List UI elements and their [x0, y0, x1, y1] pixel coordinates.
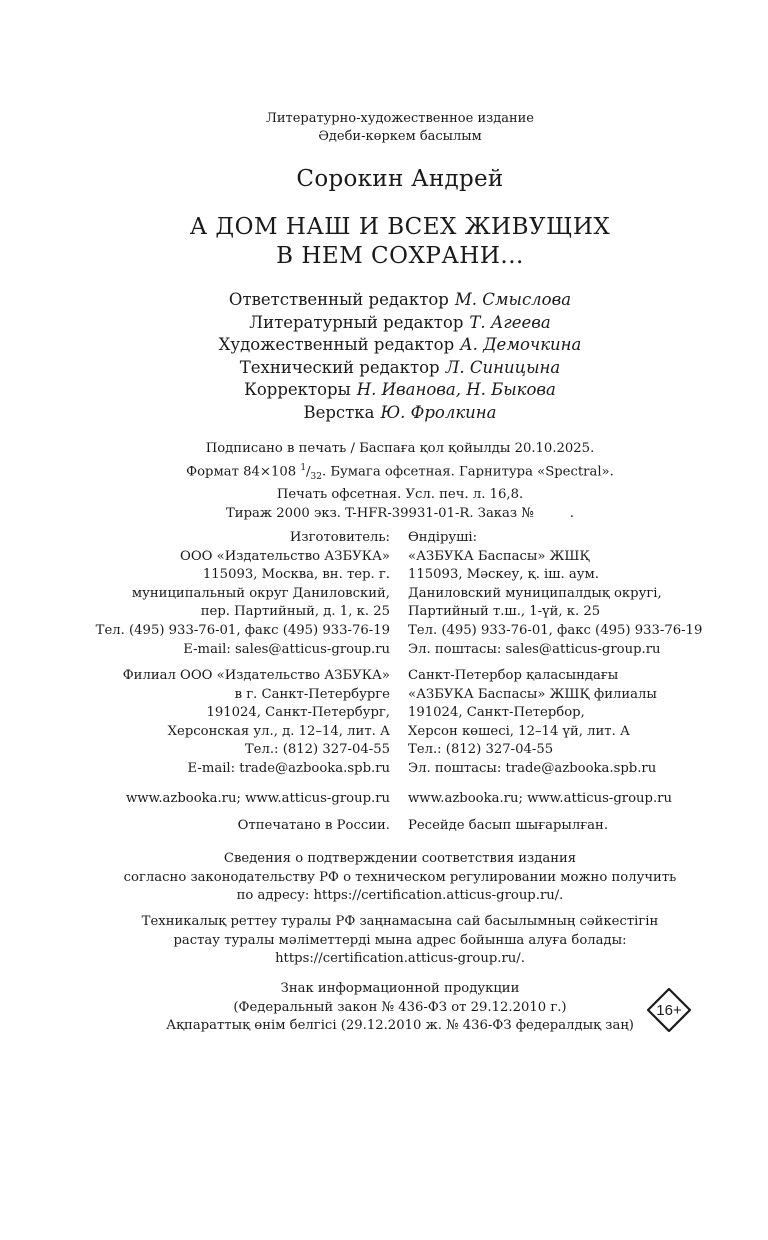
certification-ru-line: по адресу: https://certification.atticus-group.ru/.: [236, 888, 564, 904]
manufacturer-ru-line: E-mail: sales@atticus-group.ru: [183, 641, 390, 657]
certification-ru: [0, 850, 768, 906]
branch-ru-line: в г. Санкт-Петербурге: [234, 686, 390, 702]
certification-kz-line: Техникалық реттеу туралы РФ заңнамасына сай басылымның сәйкестігін: [141, 914, 659, 929]
printed-kz-line: Ресейде басып шығарылған.: [408, 818, 609, 833]
editor-row: [0, 289, 768, 312]
certification-ru-line: Сведения о подтверждении соответствия издания: [223, 851, 577, 866]
manufacturer-kz-line: Партийный т.ш., 1-үй, к. 25: [408, 604, 601, 620]
manufacturer-ru-line: ООО «Издательство АЗБУКА»: [180, 548, 390, 564]
print-type: Печать офсетная. Усл. печ. л. 16,8.: [276, 487, 524, 503]
author-name: Сорокин Андрей: [296, 166, 504, 192]
info-sign-line: Ақпараттық өнім белгісі (29.12.2010 ж. № 436-ФЗ федералдық заң): [166, 1018, 634, 1034]
printed-ru-line: Отпечатано в России.: [237, 818, 390, 833]
branch-ru-line: E-mail: trade@azbooka.spb.ru: [187, 760, 390, 776]
manufacturer-kz-line: «АЗБУКА Баспасы» ЖШҚ: [408, 548, 590, 564]
web-kz-line: www.azbooka.ru; www.atticus-group.ru: [408, 791, 672, 806]
branch-kz: [408, 667, 657, 779]
manufacturer-kz-line: Өндіруші:: [408, 530, 478, 545]
print-signed: Подписано в печать / Баспаға қол қойылды 20.10.2025.: [205, 441, 595, 456]
editors-list: [0, 289, 768, 424]
title-line-2: В НЕМ СОХРАНИ...: [276, 243, 524, 269]
format-fraction-den: 32: [310, 471, 322, 482]
branch-kz-line: «АЗБУКА Баспасы» ЖШҚ филиалы: [408, 686, 657, 702]
print-info: [0, 440, 768, 523]
format-fraction-num: 1: [300, 462, 307, 473]
age-rating-badge: [647, 988, 691, 1032]
editor-row: [0, 402, 768, 425]
editor-role: Литературный редактор: [249, 312, 464, 332]
certification-kz-line: https://certification.atticus-group.ru/.: [275, 951, 525, 967]
editor-row: [0, 312, 768, 335]
printed-ru: [238, 817, 390, 836]
branch-ru-line: Тел.: (812) 327-04-55: [244, 742, 390, 758]
age-rating-label: 16+: [656, 1001, 682, 1019]
editor-person: Т. Агеева: [469, 312, 551, 332]
branch-ru-line: Херсонская ул., д. 12–14, лит. А: [167, 723, 390, 739]
book-title: [0, 213, 768, 271]
editor-person: А. Демочкина: [460, 335, 582, 354]
editor-role: Корректоры: [244, 380, 351, 399]
editor-person: Ю. Фролкина: [380, 402, 497, 422]
web-ru-line: www.azbooka.ru; www.atticus-group.ru: [126, 791, 390, 806]
branch-ru-line: Филиал ООО «Издательство АЗБУКА»: [122, 668, 390, 683]
manufacturer-ru-line: 115093, Москва, вн. тер. г.: [202, 567, 390, 583]
genre-ru: Литературно-художественное издание: [266, 111, 534, 126]
branch-kz-line: Херсон көшесі, 12–14 үй, лит. А: [408, 723, 630, 739]
manufacturer-ru-line: Тел. (495) 933-76-01, факс (495) 933-76-19: [95, 622, 390, 638]
format-prefix: Формат 84×108: [186, 463, 297, 479]
certification-kz: [0, 913, 768, 969]
branch-kz-line: Эл. поштасы: trade@azbooka.spb.ru: [408, 760, 657, 776]
manufacturer-ru: [96, 529, 390, 659]
manufacturer-ru-line: муниципальный округ Даниловский,: [131, 585, 390, 601]
genre-kz: Әдеби-көркем басылым: [318, 129, 482, 144]
editor-role: Технический редактор: [239, 357, 440, 377]
branch-kz-line: Тел.: (812) 327-04-55: [408, 742, 554, 758]
genre-block: [0, 110, 768, 146]
title-line-1: А ДОМ НАШ И ВСЕХ ЖИВУЩИХ: [189, 214, 611, 240]
manufacturer-ru-line: Изготовитель:: [289, 530, 390, 545]
editor-row: [0, 334, 768, 357]
branch-ru: [123, 667, 390, 779]
editor-person: М. Смыслова: [454, 290, 572, 309]
manufacturer-kz: [408, 529, 702, 659]
branch-ru-line: 191024, Санкт-Петербург,: [206, 705, 390, 721]
print-run-text: Тираж 2000 экз. T-HFR-39931-01-R. Заказ №: [226, 505, 534, 521]
print-run: Тираж 2000 экз. T-HFR-39931-01-R. Заказ № .: [226, 505, 574, 521]
manufacturer-kz-line: Эл. поштасы: sales@atticus-group.ru: [408, 641, 661, 657]
manufacturer-kz-line: Даниловский муниципалдық округі,: [408, 585, 662, 601]
editor-person: Н. Иванова, Н. Быкова: [356, 380, 556, 399]
editor-row: [0, 379, 768, 402]
print-format: Формат 84×108 $^1/_{32}$. Бумага офсетная. Гарнитура «Spectral».: [186, 462, 614, 482]
format-suffix: . Бумага офсетная. Гарнитура «Spectral».: [321, 463, 614, 479]
printed-kz: [408, 817, 608, 836]
certification-kz-line: растау туралы мәліметтерді мына адрес бойынша алуға болады:: [173, 932, 627, 948]
manufacturer-kz-line: Тел. (495) 933-76-01, факс (495) 933-76-19: [408, 622, 703, 638]
info-sign-line: (Федеральный закон № 436-ФЗ от 29.12.2010 г.): [233, 999, 567, 1015]
editor-role: Верстка: [303, 402, 375, 422]
web-ru: [126, 790, 390, 809]
info-sign-line: Знак информационной продукции: [280, 981, 520, 996]
branch-kz-line: 191024, Санкт-Петербор,: [408, 705, 585, 721]
manufacturer-ru-line: пер. Партийный, д. 1, к. 25: [200, 604, 390, 620]
editor-person: Л. Синицына: [445, 357, 561, 377]
editor-row: [0, 357, 768, 380]
manufacturer-kz-line: 115093, Мәскеу, қ. іш. аум.: [408, 567, 599, 583]
editor-role: Ответственный редактор: [228, 290, 449, 309]
certification-ru-line: согласно законодательству РФ о техническом регулировании можно получить: [123, 869, 677, 885]
editor-role: Художественный редактор: [218, 335, 455, 354]
web-kz: [408, 790, 672, 809]
branch-kz-line: Санкт-Петербор қаласындағы: [408, 668, 619, 683]
